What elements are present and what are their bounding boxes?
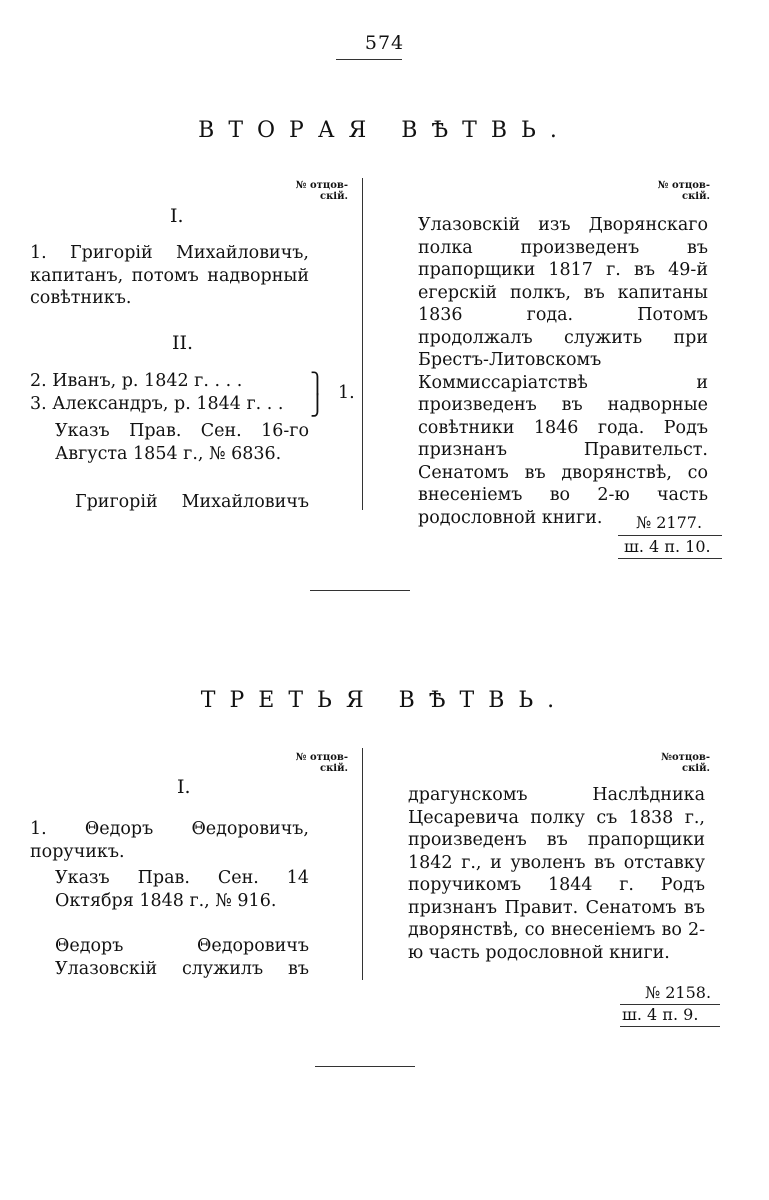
generation-numeral: I. [177,776,191,798]
column-divider [362,748,363,980]
section-heading-second-branch: ВТОРАЯ ВѢТВЬ. [198,118,571,143]
page-number: 574 [364,32,405,54]
senate-decree: Указъ Прав. Сен. 14 Октября 1848 г., № 916. [55,868,309,911]
section-separator [310,590,410,591]
ref-rule [620,1026,720,1027]
ref-sheet: ш. 4 п. 9. [622,1005,699,1024]
ref-sheet: ш. 4 п. 10. [624,537,711,556]
ref-number: № 2158. [645,983,712,1002]
ref-rule [618,535,722,536]
bio-lead: Григорій Михайловичъ [75,492,309,512]
brace: ⎫ ⎭ [310,371,325,417]
right-column-label: №отцов- скій. [661,752,710,774]
bio-text: драгунскомъ Наслѣдника Цесаревича полку съ 1838 г., произведенъ въ прапорщики 1842 г., и уволенъ въ отставку поручикомъ 1844 г. Родъ признанъ Правит. Сенатомъ въ дворянствѣ, со внесеніемъ во 2-ю часть родословной книги. [408,785,705,963]
entry-grigoriy: 1. Григорій Михайловичъ, капитанъ, потомъ надворный совѣтникъ. [30,243,309,308]
ref-rule [618,558,722,559]
left-column-label: № отцов- скій. [295,752,348,774]
bio-lead: Θедоръ Θедоровичъ Улазовскій служилъ въ [55,936,309,979]
senate-decree: Указъ Прав. Сен. 16-го Августа 1854 г., № 6836. [55,421,309,464]
entry-fyodor: 1. Θедоръ Θедоровичъ, поручикъ. [30,819,309,862]
page-number-rule [336,59,402,60]
entry-aleksandr: 3. Александръ, р. 1844 г. . . [30,394,284,414]
section-separator [315,1066,415,1067]
column-divider [362,178,363,510]
generation-numeral: I. [170,205,184,227]
ref-number: № 2177. [636,513,703,532]
section-heading-third-branch: ТРЕТЬЯ ВѢТВЬ. [200,688,569,713]
right-column-label: № отцов- скій. [657,180,710,202]
generation-numeral: II. [172,332,194,354]
bio-text: Улазовскій изъ Дворянскаго полка произведенъ въ прапорщики 1817 г. въ 49-й егерскій полкъ, въ капитаны 1836 года. Потомъ продолжалъ служить при Брестъ-Литовскомъ Коммиссаріатствѣ и произведенъ въ надворные совѣтники 1846 года. Родъ признанъ Правительст. Сенатомъ въ дворянствѣ, со внесеніемъ во 2-ю часть родословной книги. [418,215,708,528]
father-ref: 1. [338,383,355,403]
entry-ivan: 2. Иванъ, р. 1842 г. . . . [30,371,243,391]
left-column-label: № отцов- скій. [295,180,348,202]
